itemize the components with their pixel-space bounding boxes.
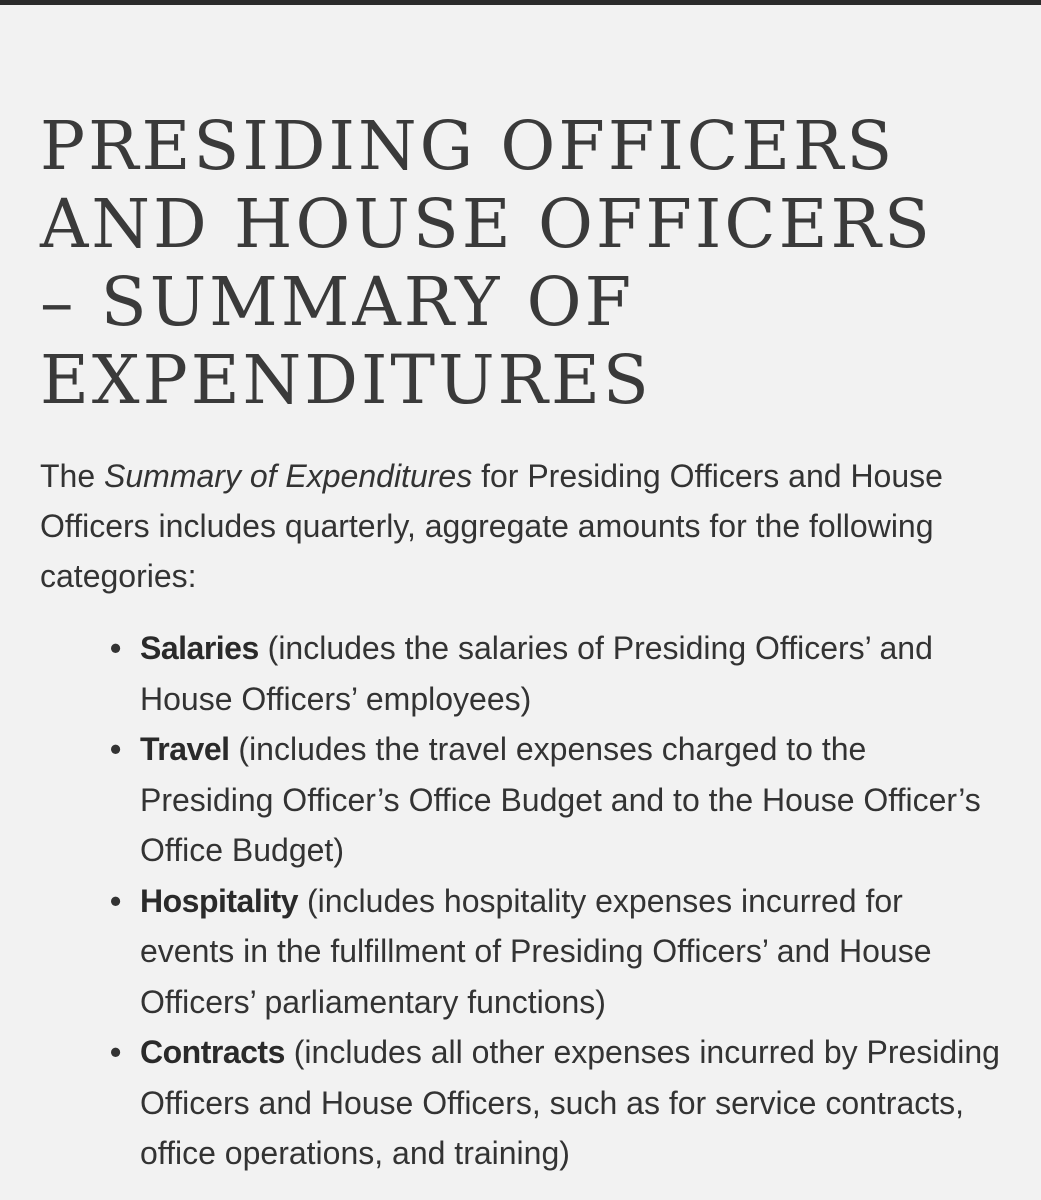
list-item-salaries [110,623,1000,724]
bullet-icon: • [110,731,122,767]
intro-paragraph [40,451,1015,601]
category-description: (includes the travel expenses charged to the Presiding Officer’s Office Budget and to the House Officer’s Office Budget) [140,731,981,868]
category-term: Hospitality [140,882,299,919]
category-description: (includes the salaries of Presiding Officers’ and House Officers’ employees) [140,630,933,717]
list-item-hospitality [110,876,1000,1028]
category-term: Salaries [140,630,259,666]
article-content [40,107,1020,1179]
bullet-icon: • [110,630,122,666]
category-list [40,623,1020,1179]
list-item-contracts [110,1027,1000,1179]
top-divider [0,0,1041,5]
bullet-icon: • [110,1034,122,1070]
list-item-travel [110,724,1000,876]
intro-emphasis: Summary of Expenditures [104,458,473,494]
page-title: PRESIDING OFFICERS AND HOUSE OFFICERS – SUMMARY OF EXPENDITURES [40,107,933,419]
intro-suffix: for Presiding Officers and House Officers includes quarterly, aggregate amounts for the following categories: [40,458,943,594]
category-term: Travel [140,731,230,767]
category-term: Contracts [140,1034,285,1070]
category-description: (includes hospitality expenses incurred for events in the fulfillment of Presiding Officers’ and House Officers’ parliamentary functions) [140,882,932,1020]
bullet-icon: • [110,882,122,919]
intro-prefix: The [40,458,105,494]
category-description: (includes all other expenses incurred by Presiding Officers and House Officers, such as for service contracts, office operations, and training) [140,1034,1000,1171]
